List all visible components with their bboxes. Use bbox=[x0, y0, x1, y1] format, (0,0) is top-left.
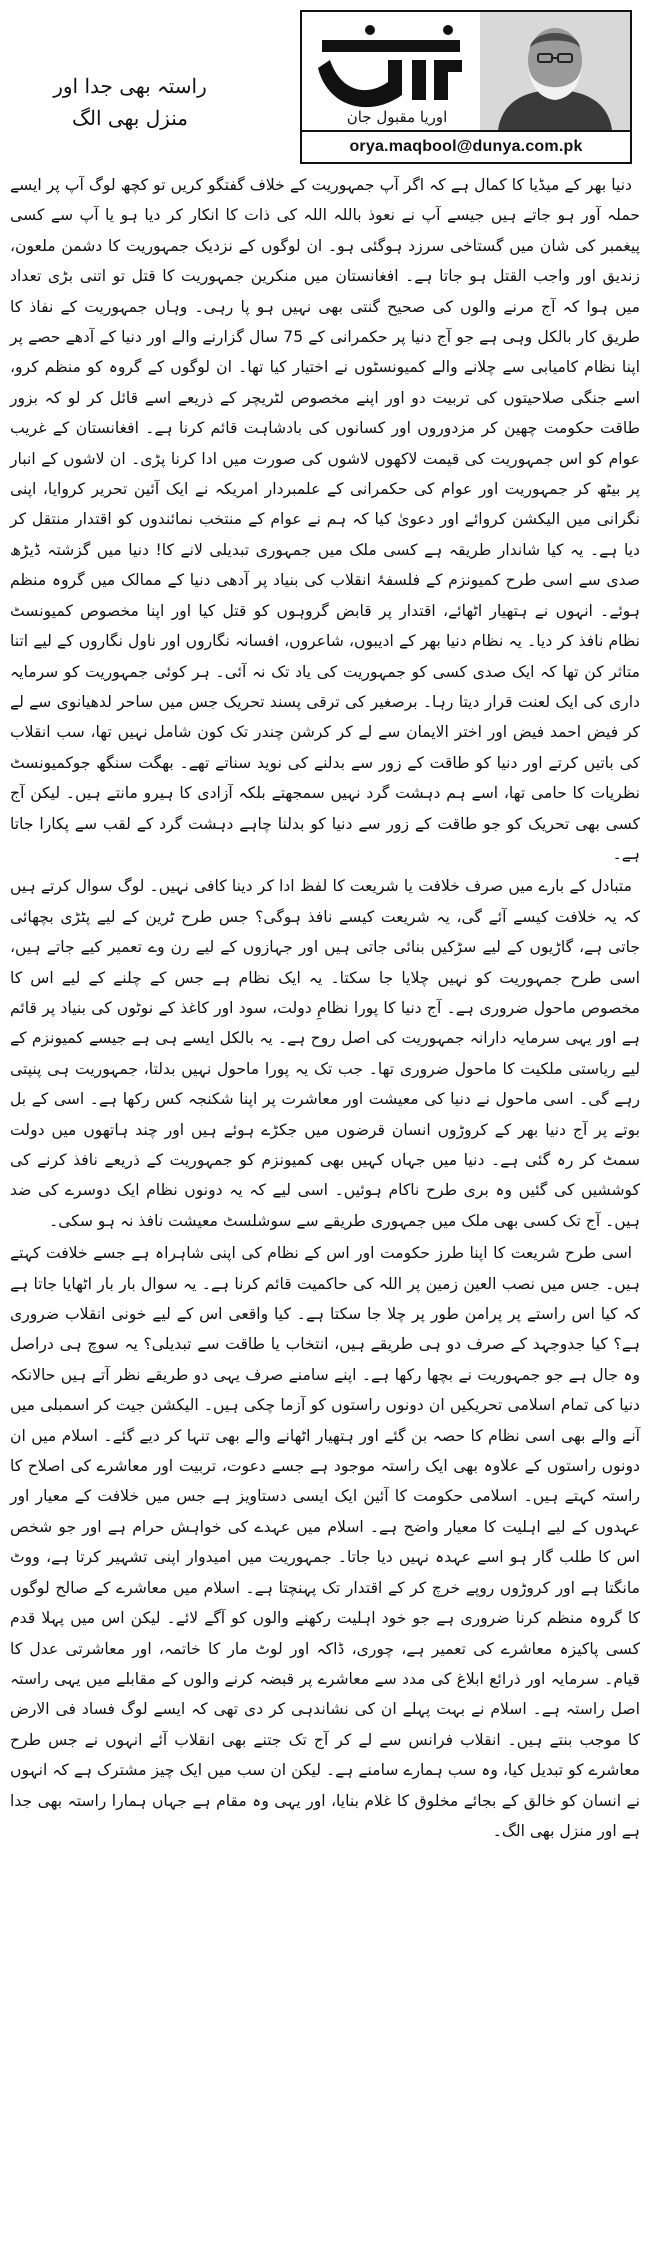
harf-e-raaz-logo-icon bbox=[310, 20, 475, 115]
columnist-portrait-icon bbox=[480, 12, 630, 130]
article-paragraph: اسی طرح شریعت کا اپنا طرز حکومت اور اس کے نظام کی اپنی شاہراہ ہے جسے خلافت کہتے ہیں۔ جس میں نصب العین زمین پر اللہ کی حاکمیت قائم کرنا ہے۔ یہ سوال بار بار اٹھایا جاتا ہے کہ کیا اس راستے پر پرامن طور پر چلا جا سکتا ہے۔ کیا واقعی اس کے لیے خونی انقلاب ضروری ہے؟ کیا جدوجہد کے صرف دو ہی طریقے ہیں، انتخاب یا طاقت سے تبدیلی؟ یہ سوچ ہی دراصل وہ جال ہے جو جمہوریت نے بچھا رکھا ہے۔ اپنے سامنے صرف یہی دو طریقے نظر آتے ہیں حالانکہ دنیا کی تمام اسلامی تحریکیں ان دونوں راستوں کو آزما چکی ہیں۔ الیکشن جیت کر اسمبلی میں آنے والے بھی اسی نظام کا حصہ بن گئے اور ہتھیار اٹھانے والے بھی تنہا کر دیے گئے۔ اسلام میں ان دونوں راستوں کے علاوہ بھی ایک راستہ موجود ہے جسے دعوت، تربیت اور معاشرے کی اصلاح کا راستہ کہتے ہیں۔ اسلامی حکومت کا آئین ایک ایسی دستاویز ہے جس میں خلافت کے معیار اور عہدوں کے لیے اہلیت کا معیار واضح ہے۔ اسلام میں عہدے کی خواہش حرام ہے اور جو شخص اس کا طلب گار ہو اسے عہدہ نہیں دیا جاتا۔ جمہوریت میں امیدوار اپنی تشہیر کرتا ہے، ووٹ مانگتا ہے اور کروڑوں روپے خرچ کر کے اقتدار تک پہنچتا ہے۔ اسلام میں معاشرے کے صالح لوگوں کا گروہ منظم کرنا ضروری ہے جو خود اہلیت رکھنے والوں کو آگے لائے۔ لیکن اس میں پہلا قدم کسی پاکیزہ معاشرے کی تعمیر ہے، چوری، ڈاکہ اور لوٹ مار کا خاتمہ، اور معاشرتی عدل کا قیام۔ سرمایہ اور ذرائع ابلاغ کی مدد سے معاشرے پر قبضہ کرنے والوں کے مقابلے میں یہی راستہ اصل راستہ ہے۔ اسلام نے بہت پہلے ان کی نشاندہی کر دی تھی کہ ایسے لوگ فساد فی الارض کا موجب بنتے ہیں۔ انقلاب فرانس سے لے کر آج تک جتنے بھی انقلاب آئے انہوں نے جس طرح معاشرے کو تبدیل کیا، وہ سب ہمارے سامنے ہے۔ لیکن ان سب میں ایک چیز مشترک ہے کہ انہوں نے انسان کو خالق کے بجائے مخلوق کا غلام بنایا، اور یہی وہ مقام ہے جہاں ہمارا راستہ بھی جدا ہے اور منزل بھی الگ۔ bbox=[10, 1244, 640, 1840]
column-header bbox=[0, 0, 650, 165]
column-masthead bbox=[300, 10, 632, 164]
article-title-block bbox=[30, 70, 230, 134]
article-body bbox=[0, 170, 650, 2253]
article-paragraph: متبادل کے بارے میں صرف خلافت یا شریعت کا لفظ ادا کر دینا کافی نہیں۔ لوگ سوال کرتے ہیں کہ یہ خلافت کیسے آئے گی، یہ شریعت کیسے نافذ ہوگی؟ جس طرح ٹرین کے لیے پٹڑی بچھائی جاتی ہے، گاڑیوں کے لیے سڑکیں بنائی جاتی ہیں اور جہازوں کے لیے رن وے تعمیر کیے جاتے ہیں، اسی طرح جمہوریت کو نہیں چلایا جا سکتا۔ یہ ایک نظام ہے جس کے چلنے کے لیے اس کا مخصوص ماحول ضروری ہے۔ آج دنیا کا پورا نظامِ دولت، سود اور کاغذ کے نوٹوں کی بنیاد پر قائم ہے اور یہی سرمایہ دارانہ جمہوریت کی اصل روح ہے۔ یہ بالکل ایسے ہی ہے جیسے کمیونزم کے لیے ریاستی ملکیت کا ماحول ضروری تھا۔ جب تک یہ پورا ماحول نہیں بدلتا، جمہوریت ہی پنپتی رہے گی۔ اسی ماحول نے دنیا کی معیشت اور معاشرت پر اپنا شکنجہ کس رکھا ہے۔ اسی کے بل بوتے پر آج دنیا بھر کے کروڑوں انسان قرضوں میں جکڑے ہوئے ہیں اور چند ہاتھوں میں دولت سمٹ کر رہ گئی ہے۔ دنیا میں جہاں کہیں بھی کمیونزم کو جمہوریت کے ذریعے نافذ کرنے کی کوششیں کی گئیں وہ بری طرح ناکام ہوئیں۔ اسی لیے کہ یہ دونوں نظام ایک دوسرے کی ضد ہیں۔ آج تک کسی بھی ملک میں جمہوری طریقے سے سوشلسٹ معیشت نافذ نہ ہو سکی۔ bbox=[10, 877, 640, 1230]
columnist-photo bbox=[480, 12, 630, 130]
article-paragraph: دنیا بھر کے میڈیا کا کمال ہے کہ اگر آپ جمہوریت کے خلاف گفتگو کریں تو کچھ لوگ آپ پر ایسے حملہ آور ہو جاتے ہیں جیسے آپ نے نعوذ باللہ اللہ کی ذات کا انکار کر دیا ہو یا آپ سے کسی پیغمبر کی شان میں گستاخی سرزد ہوگئی ہو۔ ان لوگوں کے نزدیک جمہوریت کا دشمن ملعون، زندیق اور واجب القتل ہو جاتا ہے۔ افغانستان میں منکرین جمہوریت کا قتل تو اتنی بڑی تعداد میں ہوا کہ آج مرنے والوں کی صحیح گنتی بھی نہیں ہو پا رہی۔ وہاں جمہوریت کے نفاذ کا طریق کار بالکل وہی ہے جو آج دنیا پر حکمرانی کے 75 سال گزارنے والے اور دنیا کے آدھے حصے پر اپنا نظام کامیابی سے چلانے والے کمیونسٹوں نے اختیار کیا تھا۔ ان لوگوں کے گروہ کو منظم کرو، اسے جنگی صلاحیتوں کی تربیت دو اور اپنے مخصوص لٹریچر کے ذریعے اسے قائل کر لو کہ بزور طاقت حکومت چھین کر مزدوروں اور کسانوں کی بادشاہت قائم کرنا ہے۔ افغانستان کے غریب عوام کو اس جمہوریت کی قیمت لاکھوں لاشوں کی صورت میں ادا کرنا پڑی۔ ان لاشوں کے انبار پر بیٹھ کر جمہوریت اور عوام کی حکمرانی کے علمبردار امریکہ نے ایک آئین تحریر کروایا، اپنی نگرانی میں الیکشن کروائے اور دعویٰ کیا کہ ہم نے عوام کے منتخب نمائندوں کو اقتدار منتقل کر دیا ہے۔ یہ کیا شاندار طریقہ ہے کسی ملک میں جمہوری تبدیلی لانے کا! دنیا میں گزشتہ ڈیڑھ صدی سے اسی طرح کمیونزم کے فلسفۂ انقلاب کی بنیاد پر آدھی دنیا کے ممالک میں گروہ منظم ہوئے۔ انہوں نے ہتھیار اٹھائے، اقتدار پر قابض گروہوں کو قتل کیا اور اپنا مخصوص کمیونسٹ نظام نافذ کر دیا۔ یہ نظام دنیا بھر کے ادیبوں، شاعروں، افسانہ نگاروں اور ناول نگاروں کے لیے اتنا متاثر کن تھا کہ ایک صدی کسی کو جمہوریت کی یاد تک نہ آئی۔ ہر کوئی جمہوریت کو سرمایہ داری کی ایک لعنت قرار دیتا رہا۔ برصغیر کی ترقی پسند تحریک جس میں ساحر لدھیانوی سے لے کر فیض احمد فیض اور اختر الایمان سے لے کر کرشن چندر تک کون شامل نہیں تھا، سب انقلاب کی باتیں کرتے اور دنیا کو طاقت کے زور سے بدلنے کی نوید سناتے تھے۔ بھگت سنگھ جوکمیونسٹ نظریات کا حامی تھا، اسے ہم دہشت گرد نہیں سمجھتے بلکہ آزادی کا ہیرو مانتے ہیں۔ لیکن آج کسی بھی تحریک کو جو طاقت کے زور سے دنیا کو بدلنا چاہے دہشت گرد کے لقب سے پکارا جاتا ہے۔ bbox=[10, 176, 641, 863]
article-title: راستہ بھی جدا اور منزل بھی الگ bbox=[53, 74, 207, 130]
columnist-email: orya.maqbool@dunya.com.pk bbox=[302, 130, 630, 162]
columnist-name: اوریا مقبول جان bbox=[346, 108, 448, 126]
column-logo bbox=[310, 20, 475, 115]
